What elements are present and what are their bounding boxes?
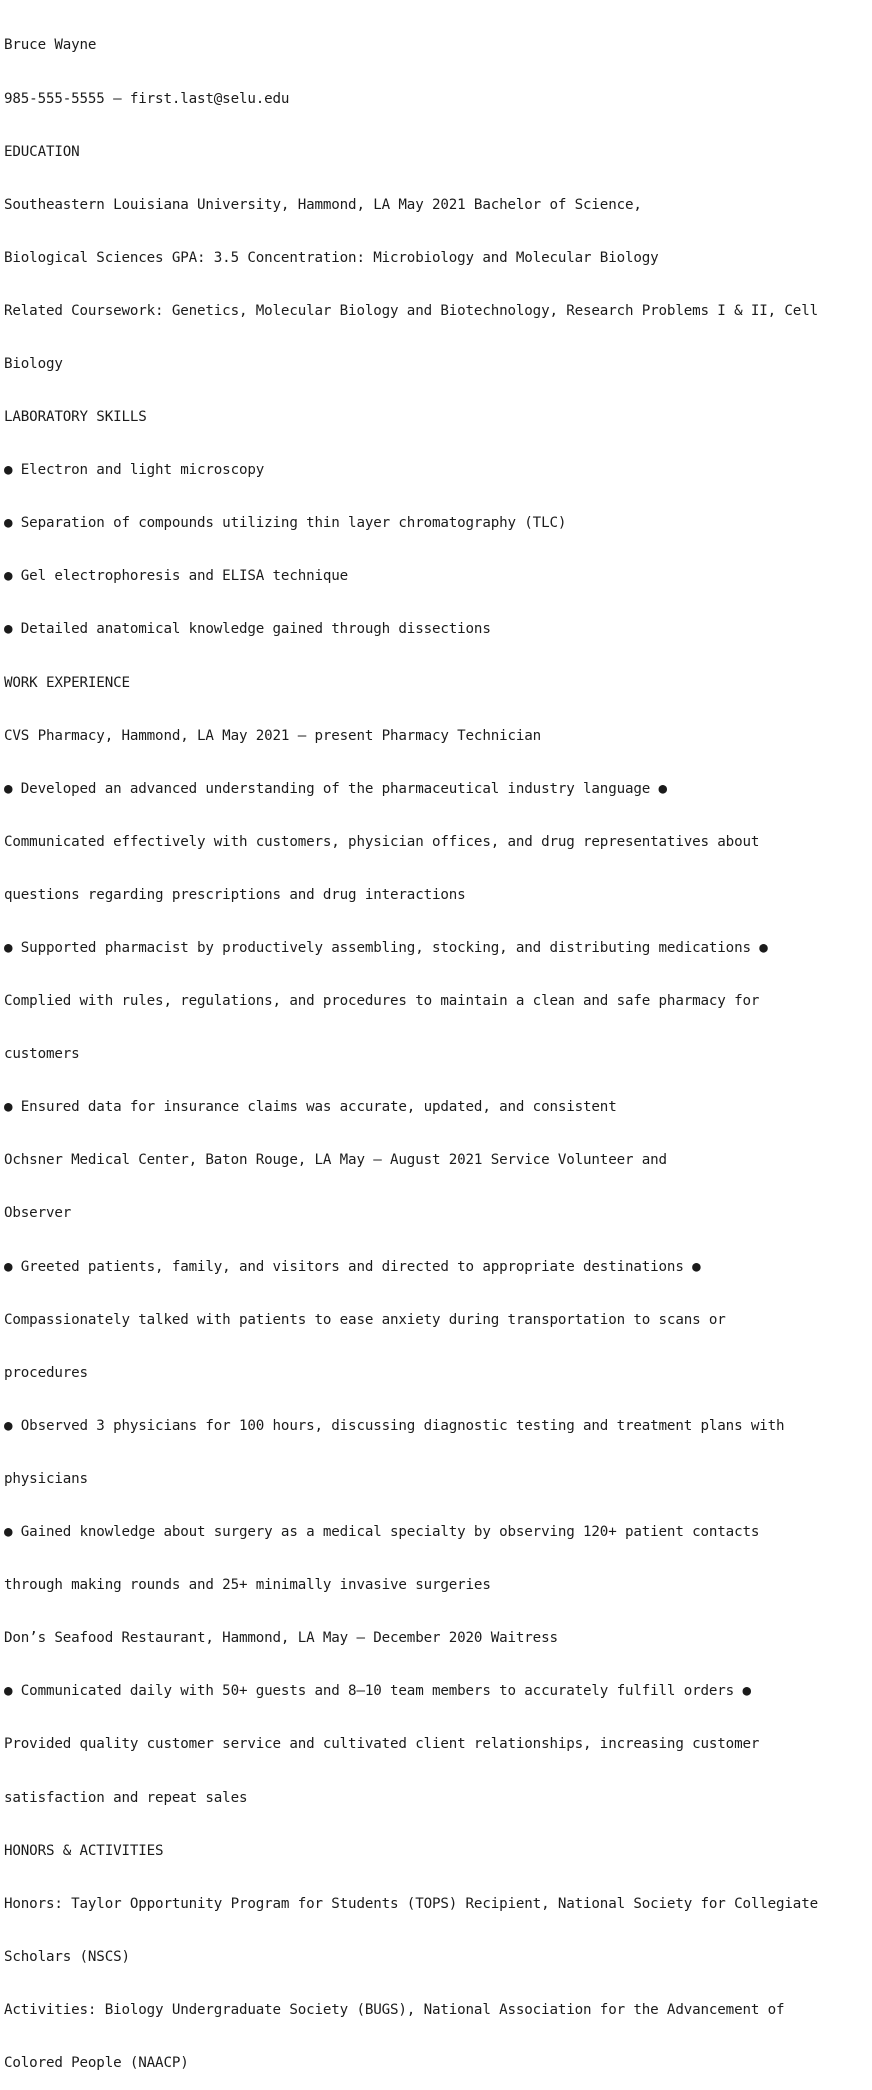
job-detail-line: Provided quality customer service and cultivated client relationships, increasing customer bbox=[4, 1736, 760, 1753]
honors-line: Scholars (NSCS) bbox=[4, 1948, 130, 1965]
contact-line: 985-555-5555 – first.last@selu.edu bbox=[4, 90, 290, 107]
section-heading-work-experience: WORK EXPERIENCE bbox=[4, 674, 130, 691]
job-detail-line: through making rounds and 25+ minimally invasive surgeries bbox=[4, 1577, 491, 1594]
job-detail-line: Complied with rules, regulations, and procedures to maintain a clean and safe pharmacy for bbox=[4, 993, 760, 1010]
job-heading: Ochsner Medical Center, Baton Rouge, LA May – August 2021 Service Volunteer and bbox=[4, 1152, 667, 1169]
job-detail-line: ● Communicated daily with 50+ guests and 8–10 team members to accurately fulfill orders ● bbox=[4, 1683, 751, 1700]
job-detail-line: customers bbox=[4, 1046, 80, 1063]
job-detail-line: questions regarding prescriptions and drug interactions bbox=[4, 886, 466, 903]
job-detail-line: ● Gained knowledge about surgery as a medical specialty by observing 120+ patient contacts bbox=[4, 1524, 760, 1541]
job-detail-line: ● Ensured data for insurance claims was accurate, updated, and consistent bbox=[4, 1099, 617, 1116]
job-detail-line: procedures bbox=[4, 1364, 88, 1381]
resume-name: Bruce Wayne bbox=[4, 37, 97, 54]
education-line: Biological Sciences GPA: 3.5 Concentration: Microbiology and Molecular Biology bbox=[4, 249, 659, 266]
activities-line: Activities: Biology Undergraduate Society (BUGS), National Association for the Advancement of bbox=[4, 2001, 785, 2018]
skill-item: ● Electron and light microscopy bbox=[4, 462, 265, 479]
job-detail-line: ● Greeted patients, family, and visitors and directed to appropriate destinations ● bbox=[4, 1258, 701, 1275]
activities-line: Colored People (NAACP) bbox=[4, 2054, 189, 2071]
job-heading: CVS Pharmacy, Hammond, LA May 2021 – present Pharmacy Technician bbox=[4, 727, 542, 744]
job-detail-line: Compassionately talked with patients to ease anxiety during transportation to scans or bbox=[4, 1311, 726, 1328]
job-detail-line: satisfaction and repeat sales bbox=[4, 1789, 248, 1806]
job-detail-line: physicians bbox=[4, 1470, 88, 1487]
job-heading: Observer bbox=[4, 1205, 72, 1222]
section-heading-education: EDUCATION bbox=[4, 143, 80, 160]
section-heading-laboratory-skills: LABORATORY SKILLS bbox=[4, 409, 147, 426]
job-detail-line: ● Supported pharmacist by productively assembling, stocking, and distributing medications ● bbox=[4, 940, 768, 956]
job-detail-line: ● Observed 3 physicians for 100 hours, discussing diagnostic testing and treatment plans with bbox=[4, 1417, 785, 1434]
skill-item: ● Separation of compounds utilizing thin layer chromatography (TLC) bbox=[4, 515, 567, 532]
skill-item: ● Detailed anatomical knowledge gained through dissections bbox=[4, 621, 491, 638]
education-line: Southeastern Louisiana University, Hammond, LA May 2021 Bachelor of Science, bbox=[4, 196, 642, 213]
coursework-line: Biology bbox=[4, 355, 63, 372]
skill-item: ● Gel electrophoresis and ELISA technique bbox=[4, 568, 349, 585]
job-detail-line: Communicated effectively with customers, physician offices, and drug representatives about bbox=[4, 833, 760, 850]
honors-line: Honors: Taylor Opportunity Program for Students (TOPS) Recipient, National Society for Collegiate bbox=[4, 1895, 818, 1912]
job-heading: Don’s Seafood Restaurant, Hammond, LA May – December 2020 Waitress bbox=[4, 1630, 558, 1647]
coursework-line: Related Coursework: Genetics, Molecular Biology and Biotechnology, Research Problems I & II, Cell bbox=[4, 302, 818, 319]
job-detail-line: ● Developed an advanced understanding of the pharmaceutical industry language ● bbox=[4, 780, 667, 797]
section-heading-honors-activities: HONORS & ACTIVITIES bbox=[4, 1842, 164, 1859]
